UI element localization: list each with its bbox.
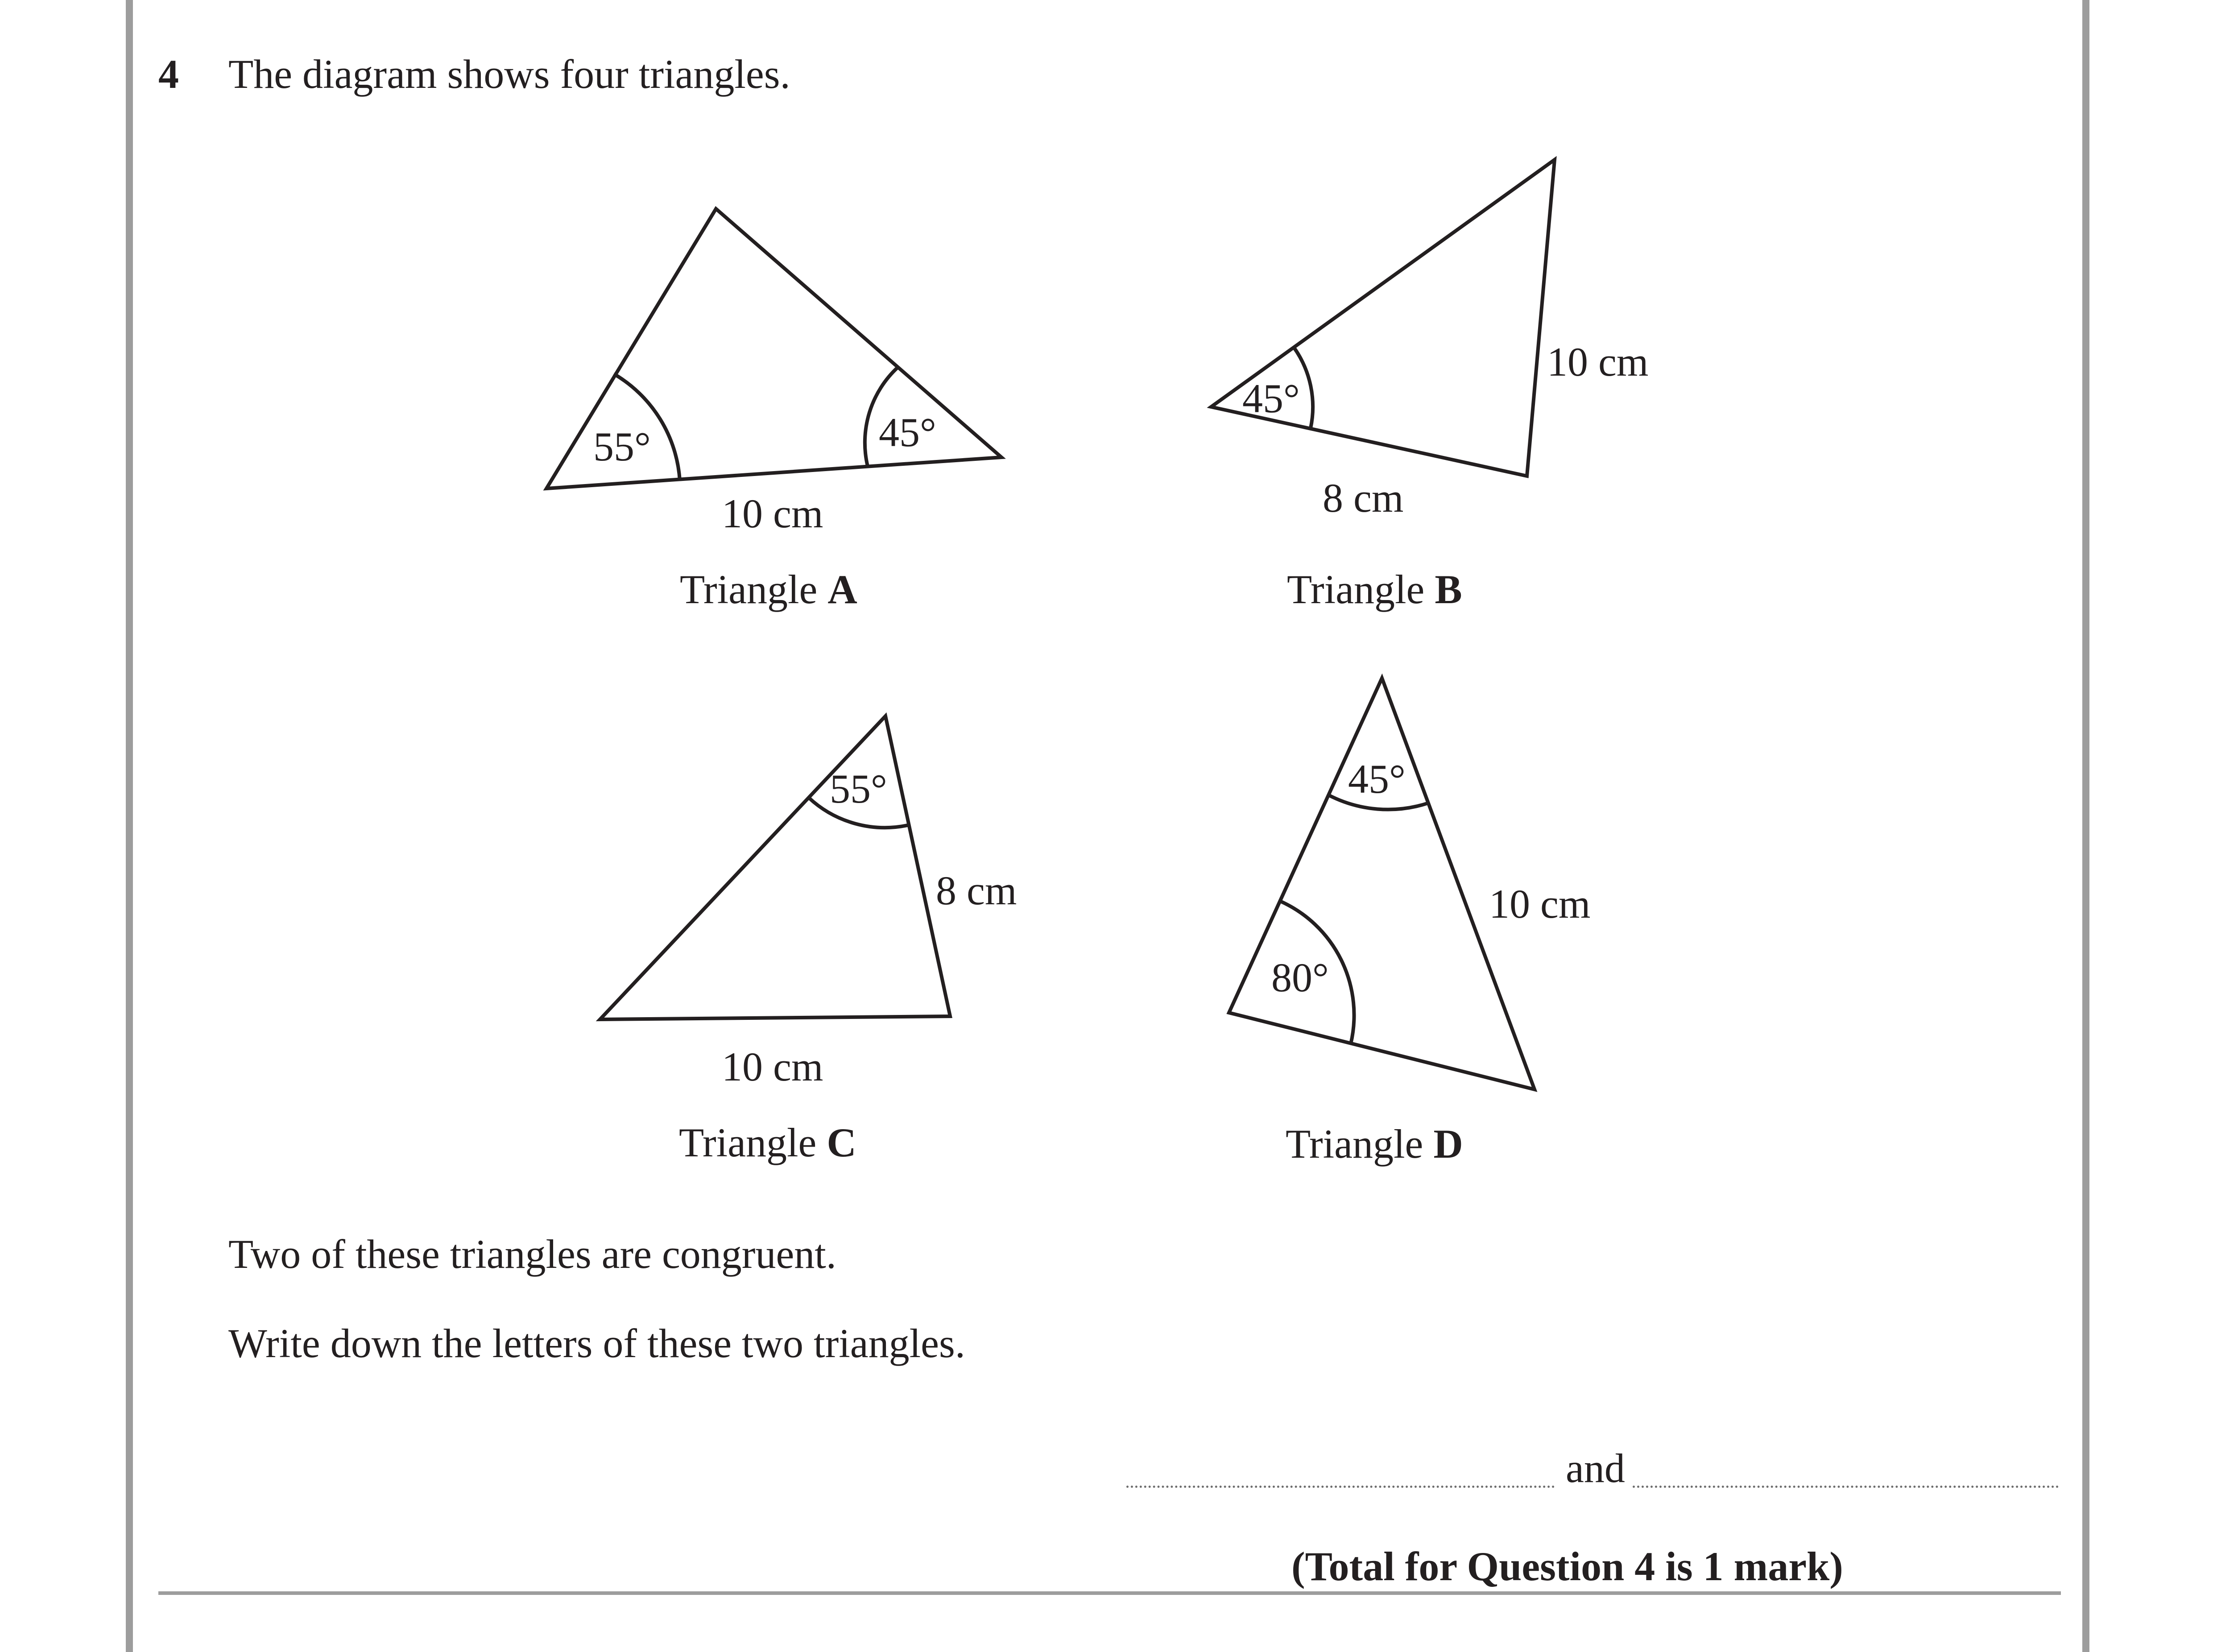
triangle-a-letter: A (827, 567, 857, 612)
triangle-d-angle-top-label: 45° (1348, 756, 1406, 802)
triangle-b-caption: Triangle B (1287, 567, 1462, 612)
triangle-c-side-right-label: 8 cm (936, 868, 1017, 913)
answer-field-first[interactable] (1126, 1486, 1555, 1488)
triangle-c-angle-label: 55° (830, 766, 887, 812)
triangle-b-side-right-label: 10 cm (1547, 339, 1649, 385)
triangle-a-caption: Triangle A (680, 567, 857, 612)
question-divider (158, 1591, 2061, 1595)
triangle-a-angle-right-label: 45° (879, 410, 936, 455)
question-total-marks: (Total for Question 4 is 1 mark) (1291, 1544, 1843, 1589)
triangle-c-side-base-label: 10 cm (722, 1044, 823, 1089)
triangle-d-angle-left-label: 80° (1271, 955, 1329, 1000)
triangle-d-letter: D (1433, 1121, 1463, 1167)
question-statement: Two of these triangles are congruent. (228, 1231, 836, 1277)
answer-field-second[interactable] (1633, 1486, 2059, 1488)
triangle-d-side-right-label: 10 cm (1489, 881, 1591, 927)
triangle-b-side-base-label: 8 cm (1323, 475, 1404, 521)
triangle-b-letter: B (1435, 567, 1462, 612)
triangle-d-caption: Triangle D (1286, 1121, 1463, 1167)
triangle-a-angle-left-label: 55° (593, 424, 651, 469)
triangle-c-letter: C (827, 1120, 856, 1165)
question-number: 4 (158, 51, 179, 97)
triangle-b-angle-label: 45° (1242, 376, 1300, 421)
triangle-c-caption: Triangle C (679, 1120, 856, 1165)
answer-joiner: and (1566, 1445, 1625, 1491)
question-intro: The diagram shows four triangles. (228, 51, 790, 97)
triangle-b-shape (1211, 160, 1555, 476)
triangle-a-side-label: 10 cm (722, 491, 823, 536)
question-instruction: Write down the letters of these two triangles. (228, 1321, 965, 1366)
triangle-c-shape (600, 716, 950, 1019)
